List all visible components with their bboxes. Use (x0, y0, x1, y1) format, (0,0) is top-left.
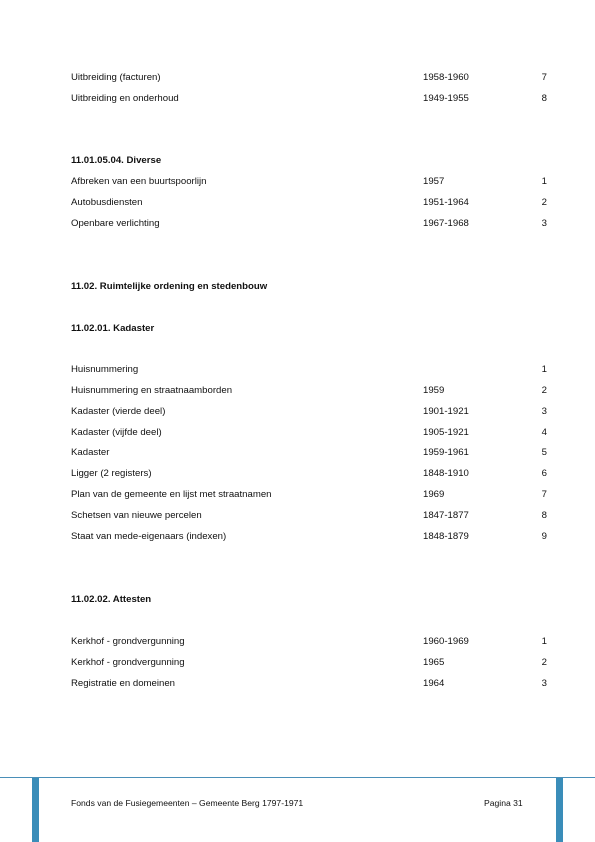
item-title: Plan van de gemeente en lijst met straatnamen (71, 489, 272, 500)
list-item (71, 635, 551, 649)
footer-accent-bar (556, 778, 563, 842)
item-number: 8 (541, 510, 547, 521)
item-title: Kerkhof - grondvergunning (71, 657, 185, 668)
list-item (71, 92, 551, 106)
item-title: Kadaster (71, 447, 110, 458)
item-years: 1949-1955 (423, 93, 469, 104)
item-number: 2 (541, 197, 547, 208)
item-years: 1959 (423, 385, 445, 396)
item-title: Staat van mede-eigenaars (indexen) (71, 531, 227, 542)
item-title: Uitbreiding (facturen) (71, 72, 161, 83)
item-years: 1848-1910 (423, 468, 469, 479)
item-title: Huisnummering (71, 364, 139, 375)
item-title: Afbreken van een buurtspoorlijn (71, 176, 207, 187)
section-heading: 11.01.05.04. Diverse (71, 155, 162, 166)
item-title: Kerkhof - grondvergunning (71, 636, 185, 647)
item-title: Ligger (2 registers) (71, 468, 152, 479)
footer-title: Fonds van de Fusiegemeenten – Gemeente Berg 1797-1971 (71, 798, 304, 808)
item-number: 3 (541, 678, 547, 689)
list-item (71, 217, 551, 231)
list-item (71, 488, 551, 502)
item-number: 2 (541, 657, 547, 668)
item-title: Huisnummering en straatnaamborden (71, 385, 233, 396)
item-title: Autobusdiensten (71, 197, 143, 208)
item-number: 7 (541, 72, 547, 83)
item-years: 1967-1968 (423, 218, 469, 229)
item-years: 1847-1877 (423, 510, 469, 521)
item-number: 3 (541, 406, 547, 417)
item-title: Kadaster (vierde deel) (71, 406, 166, 417)
item-years: 1969 (423, 489, 445, 500)
item-number: 1 (541, 636, 547, 647)
item-title: Registratie en domeinen (71, 678, 175, 689)
item-years: 1848-1879 (423, 531, 469, 542)
list-item (71, 426, 551, 440)
list-item (71, 467, 551, 481)
item-title: Uitbreiding en onderhoud (71, 93, 179, 104)
item-title: Openbare verlichting (71, 218, 160, 229)
item-years: 1965 (423, 657, 445, 668)
item-years: 1957 (423, 176, 445, 187)
item-number: 7 (541, 489, 547, 500)
item-number: 4 (541, 427, 547, 438)
footer-divider (0, 777, 595, 778)
item-years: 1964 (423, 678, 445, 689)
item-years: 1951-1964 (423, 197, 469, 208)
page-number: Pagina 31 (484, 798, 523, 808)
section-heading: 11.02.02. Attesten (71, 594, 152, 605)
item-years: 1901-1921 (423, 406, 469, 417)
list-item (71, 71, 551, 85)
list-item (71, 509, 551, 523)
item-number: 8 (541, 93, 547, 104)
list-item (71, 196, 551, 210)
list-item (71, 175, 551, 189)
list-item (71, 677, 551, 691)
item-years: 1958-1960 (423, 72, 469, 83)
list-item (71, 384, 551, 398)
section-heading: 11.02.01. Kadaster (71, 323, 155, 334)
item-years: 1959-1961 (423, 447, 469, 458)
item-title: Kadaster (vijfde deel) (71, 427, 162, 438)
item-number: 3 (541, 218, 547, 229)
item-number: 1 (541, 364, 547, 375)
list-item (71, 446, 551, 460)
list-item (71, 530, 551, 544)
item-years: 1905-1921 (423, 427, 469, 438)
list-item (71, 656, 551, 670)
item-number: 2 (541, 385, 547, 396)
item-number: 5 (541, 447, 547, 458)
item-title: Schetsen van nieuwe percelen (71, 510, 202, 521)
item-years: 1960-1969 (423, 636, 469, 647)
item-number: 9 (541, 531, 547, 542)
item-number: 6 (541, 468, 547, 479)
list-item (71, 405, 551, 419)
list-item (71, 363, 551, 377)
footer-accent-bar (32, 778, 39, 842)
section-heading: 11.02. Ruimtelijke ordening en stedenbouw (71, 281, 268, 292)
item-number: 1 (541, 176, 547, 187)
